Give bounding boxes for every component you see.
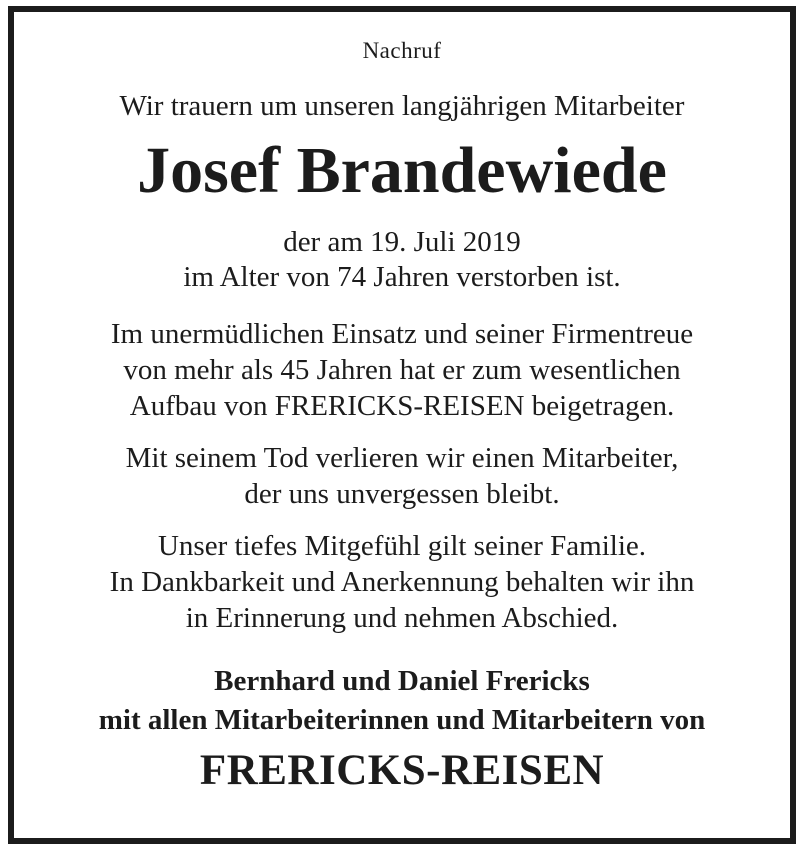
paragraph-2-line: der uns unvergessen bleibt. — [244, 478, 560, 510]
paragraph-3-line: Unser tiefes Mitgefühl gilt seiner Familie. — [157, 530, 647, 562]
paragraph-3-line: In Dankbarkeit und Anerkennung behalten wir ihn — [109, 566, 695, 598]
paragraph-1-line: Im unermüdlichen Einsatz und seiner Firmentreue — [110, 318, 694, 350]
company-name: FRERICKS-REISEN — [199, 747, 605, 794]
paragraph-3-line: in Erinnerung und nehmen Abschied. — [185, 602, 619, 634]
paragraph-2-line: Mit seinem Tod verlieren wir einen Mitarbeiter, — [125, 442, 679, 474]
paragraph-1-line: Aufbau von FRERICKS-REISEN beigetragen. — [129, 390, 675, 422]
obituary-notice — [8, 6, 796, 844]
death-age-line: im Alter von 74 Jahren verstorben ist. — [183, 261, 621, 293]
signature-staff: mit allen Mitarbeiterinnen und Mitarbeitern von — [98, 704, 706, 736]
deceased-name: Josef Brandewiede — [137, 134, 667, 207]
notice-header: Nachruf — [362, 38, 442, 63]
death-date-line: der am 19. Juli 2019 — [283, 226, 521, 258]
signature-names: Bernhard und Daniel Frericks — [214, 665, 590, 697]
intro-line: Wir trauern um unseren langjährigen Mitarbeiter — [119, 90, 685, 122]
paragraph-1-line: von mehr als 45 Jahren hat er zum wesentlichen — [123, 354, 681, 386]
